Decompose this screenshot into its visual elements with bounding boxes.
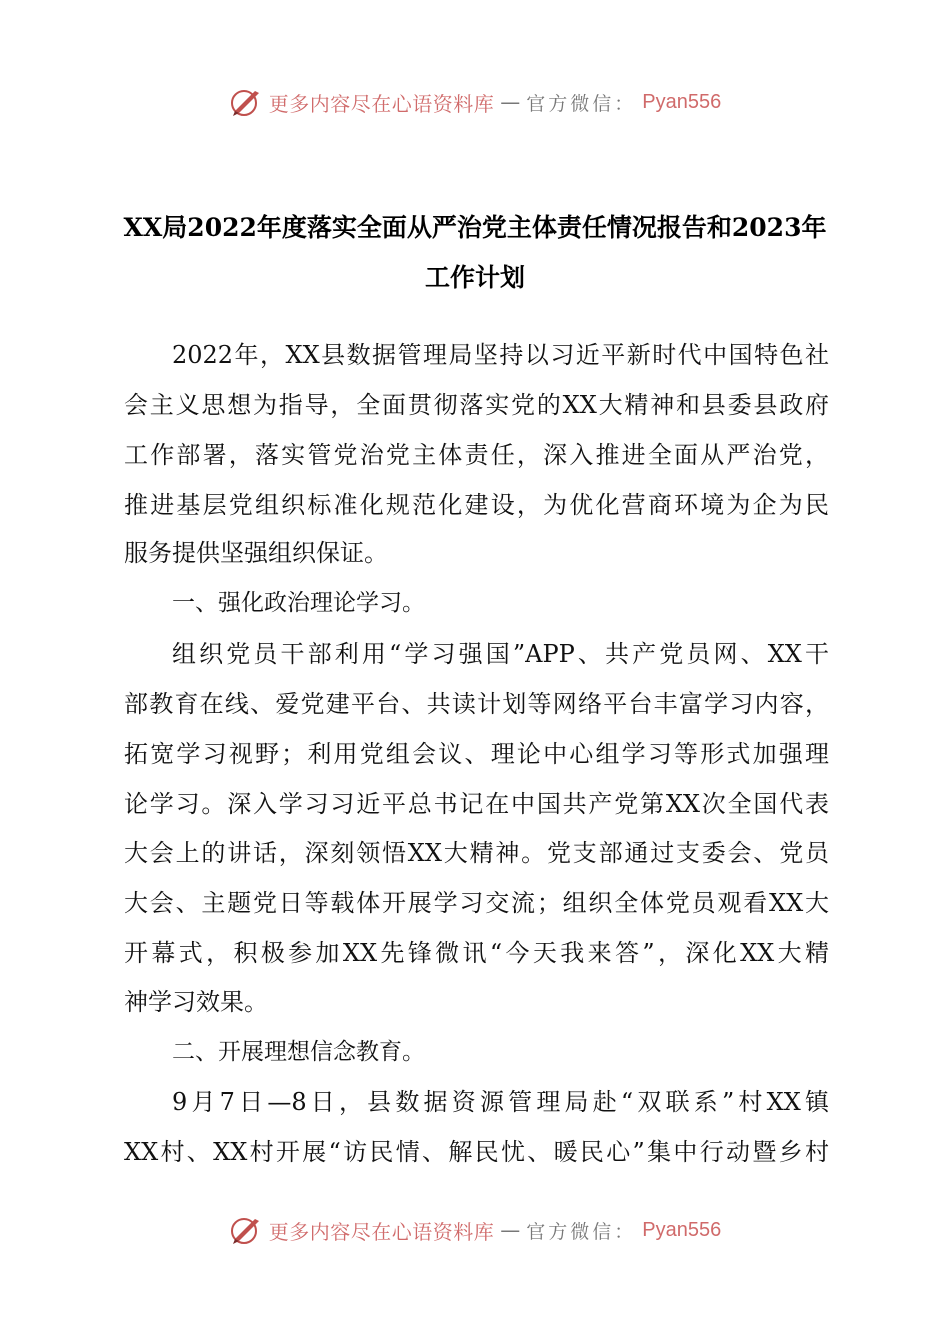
watermark-wechat-label: 官方微信：: [526, 92, 637, 115]
paragraph1-line: 服务提供坚强组织保证。: [124, 539, 388, 567]
watermark-text: 更多内容尽在心语资料库: [268, 91, 495, 116]
watermark-wechat-id: Pyan556: [642, 1218, 722, 1241]
watermark-wechat-id: Pyan556: [642, 90, 722, 113]
paragraph2-line: 开幕式，积极参加XX先锋微讯“今天我来答”，深化XX大精: [124, 939, 829, 967]
paragraph2-line: 大会、主题党日等载体开展学习交流；组织全体党员观看XX大: [124, 889, 829, 917]
document-title-line1: XX局2022年度落实全面从严治党主体责任情况报告和2023年: [123, 213, 827, 242]
watermark-header: [0, 82, 950, 122]
section-heading-2: 二、开展理想信念教育。: [172, 1039, 425, 1065]
pen-logo-icon: [229, 85, 263, 119]
paragraph1-line: 会主义思想为指导，全面贯彻落实党的XX大精神和县委县政府: [124, 391, 829, 419]
watermark-text: 更多内容尽在心语资料库: [268, 1219, 495, 1244]
paragraph2-line: 神学习效果。: [124, 988, 268, 1016]
document-title-line2: 工作计划: [424, 263, 525, 292]
pen-logo-icon: [229, 1213, 263, 1247]
paragraph2-line: 论学习。深入学习习近平总书记在中国共产党第XX次全国代表: [124, 790, 829, 818]
paragraph3-line: XX村、XX村开展“访民情、解民忧、暖民心”集中行动暨乡村: [124, 1138, 829, 1166]
watermark-separator: —: [500, 1218, 521, 1242]
paragraph2-line: 部教育在线、爱党建平台、共读计划等网络平台丰富学习内容，: [124, 690, 829, 718]
watermark-wechat-label: 官方微信：: [526, 1220, 637, 1243]
paragraph1-line: 工作部署，落实管党治党主体责任，深入推进全面从严治党，: [124, 441, 829, 469]
paragraph3-line: 9月7日—8日，县数据资源管理局赴“双联系”村XX镇: [172, 1088, 829, 1116]
section-heading-1: 一、强化政治理论学习。: [172, 590, 425, 616]
paragraph1-line: 2022年，XX县数据管理局坚持以习近平新时代中国特色社: [172, 341, 829, 369]
paragraph1-line: 推进基层党组织标准化规范化建设，为优化营商环境为企为民: [124, 491, 829, 519]
paragraph2-line: 组织党员干部利用“学习强国”APP、共产党员网、XX干: [172, 640, 829, 668]
paragraph2-line: 拓宽学习视野；利用党组会议、理论中心组学习等形式加强理: [124, 740, 829, 768]
watermark-separator: —: [500, 90, 521, 114]
watermark-footer: [0, 1210, 950, 1250]
paragraph2-line: 大会上的讲话，深刻领悟XX大精神。党支部通过支委会、党员: [124, 839, 829, 867]
